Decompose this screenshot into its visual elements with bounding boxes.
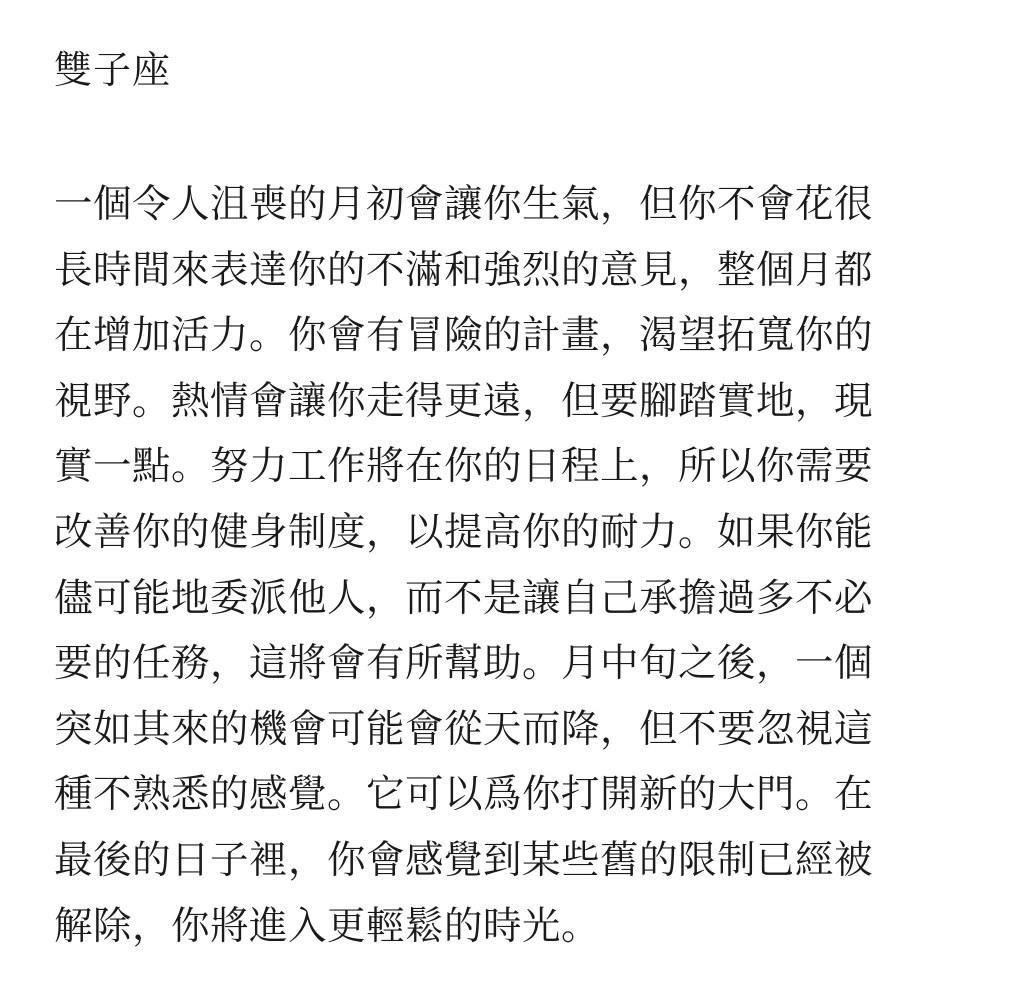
text-line: 長時間來表達你的不滿和強烈的意見，整個月都	[54, 247, 874, 293]
text-line: 視野。熱情會讓你走得更遠，但要腳踏實地，現	[54, 378, 874, 424]
text-line: 解除，你將進入更輕鬆的時光。	[54, 903, 601, 949]
text-line: 一個令人沮喪的月初會讓你生氣，但你不會花很	[54, 182, 874, 227]
text-line: 改善你的健身制度，以提高你的耐力。如果你能	[54, 509, 874, 555]
horoscope-body	[54, 172, 974, 959]
text-line: 在增加活力。你會有冒險的計畫，渴望拓寬你的	[54, 313, 874, 359]
text-line: 突如其來的機會可能會從天而降，但不要忽視這	[54, 706, 874, 752]
text-line: 種不熟悉的感覺。它可以爲你打開新的大門。在	[54, 772, 874, 818]
text-line: 要的任務，這將會有所幫助。月中旬之後，一個	[54, 641, 874, 687]
text-line: 儘可能地委派他人，而不是讓自己承擔過多不必	[54, 575, 874, 621]
horoscope-document	[54, 44, 974, 959]
text-line: 實一點。努力工作將在你的日程上，所以你需要	[54, 444, 874, 490]
text-line: 最後的日子裡，你會感覺到某些舊的限制已經被	[54, 837, 874, 883]
page-title: 雙子座	[54, 48, 172, 92]
